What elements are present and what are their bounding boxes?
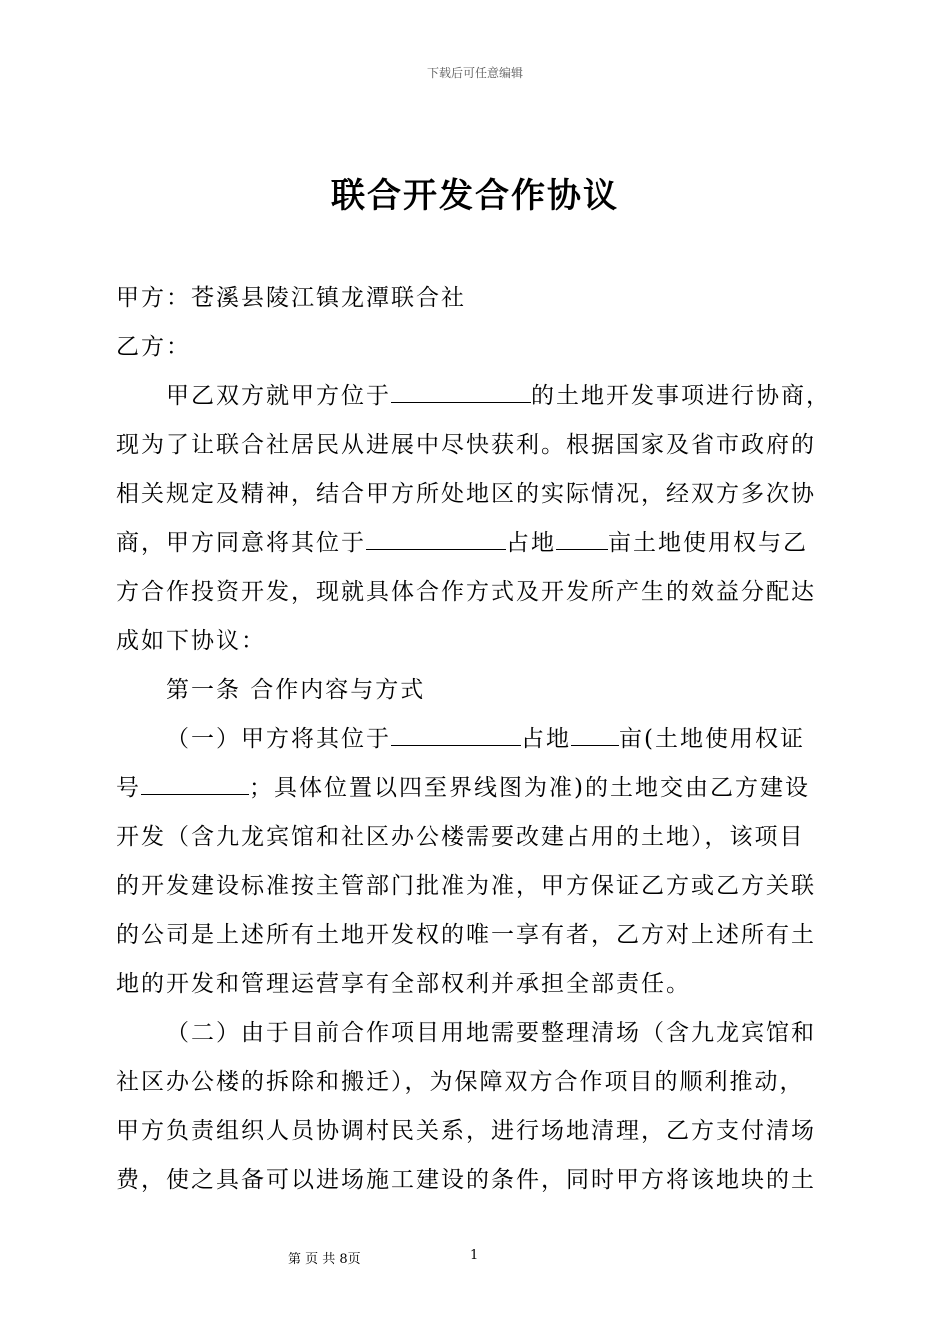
intro-text: 占地 — [506, 530, 556, 556]
intro-line-1 — [116, 372, 841, 421]
party-a-line: 甲方：苍溪县陵江镇龙潭联合社 — [116, 285, 466, 311]
clause-text: 占地 — [521, 726, 571, 752]
article-1-heading: 第一条 合作内容与方式 — [166, 677, 426, 703]
page-number: 1 — [470, 1248, 479, 1263]
certificate-number-blank — [141, 768, 249, 795]
clause-text: ；具体位置以四至界线图为准)的土地交由乙方建设 — [249, 775, 810, 801]
party-b-line: 乙方： — [116, 334, 191, 360]
clause-text: 号 — [116, 775, 141, 801]
intro-text: 甲乙双方就甲方位于 — [166, 383, 391, 409]
intro-text: 的土地开发事项进行协商， — [531, 383, 831, 409]
header-note: 下载后可任意编辑 — [426, 66, 523, 80]
document-body — [116, 274, 841, 1205]
clause-1-line-4: 的开发建设标准按主管部门批准为准，甲方保证乙方或乙方关联 — [116, 873, 816, 899]
location-blank — [391, 376, 531, 403]
clause-2-line-4: 费，使之具备可以进场施工建设的条件，同时甲方将该地块的土 — [116, 1167, 816, 1193]
clause-1-line-5: 的公司是上述所有土地开发权的唯一享有者，乙方对上述所有土 — [116, 922, 816, 948]
clause-2-line-2: 社区办公楼的拆除和搬迁），为保障双方合作项目的顺利推动， — [116, 1069, 805, 1095]
clause-text: 亩(土地使用权证 — [619, 726, 805, 752]
clause-2-line-1: （二）由于目前合作项目用地需要整理清场（含九龙宾馆和 — [166, 1020, 816, 1046]
clause-2-line-3: 甲方负责组织人员协调村民关系，进行场地清理，乙方支付清场 — [116, 1118, 816, 1144]
area-blank — [556, 523, 608, 550]
intro-text: 商，甲方同意将其位于 — [116, 530, 366, 556]
clause-1-line-3: 开发（含九龙宾馆和社区办公楼需要改建占用的土地），该项目 — [116, 824, 805, 850]
intro-line-3: 相关规定及精神，结合甲方所处地区的实际情况，经双方多次协 — [116, 481, 816, 507]
intro-line-5: 方合作投资开发，现就具体合作方式及开发所产生的效益分配达 — [116, 579, 816, 605]
clause-text: （一）甲方将其位于 — [166, 726, 391, 752]
intro-line-6: 成如下协议： — [116, 628, 266, 654]
intro-line-2: 现为了让联合社居民从进展中尽快获利。根据国家及省市政府的 — [116, 432, 816, 458]
intro-text: 亩土地使用权与乙 — [608, 530, 808, 556]
page-count-label: 第 页 共 8页 — [288, 1252, 361, 1267]
intro-line-4 — [116, 519, 841, 568]
area-blank — [571, 719, 619, 746]
clause-1-line-1 — [116, 715, 841, 764]
document-title: 联合开发合作协议 — [331, 176, 619, 216]
location-blank — [366, 523, 506, 550]
clause-1-line-6: 地的开发和管理运营享有全部权利并承担全部责任。 — [116, 971, 691, 997]
clause-1-line-2 — [116, 764, 841, 813]
location-blank — [391, 719, 521, 746]
